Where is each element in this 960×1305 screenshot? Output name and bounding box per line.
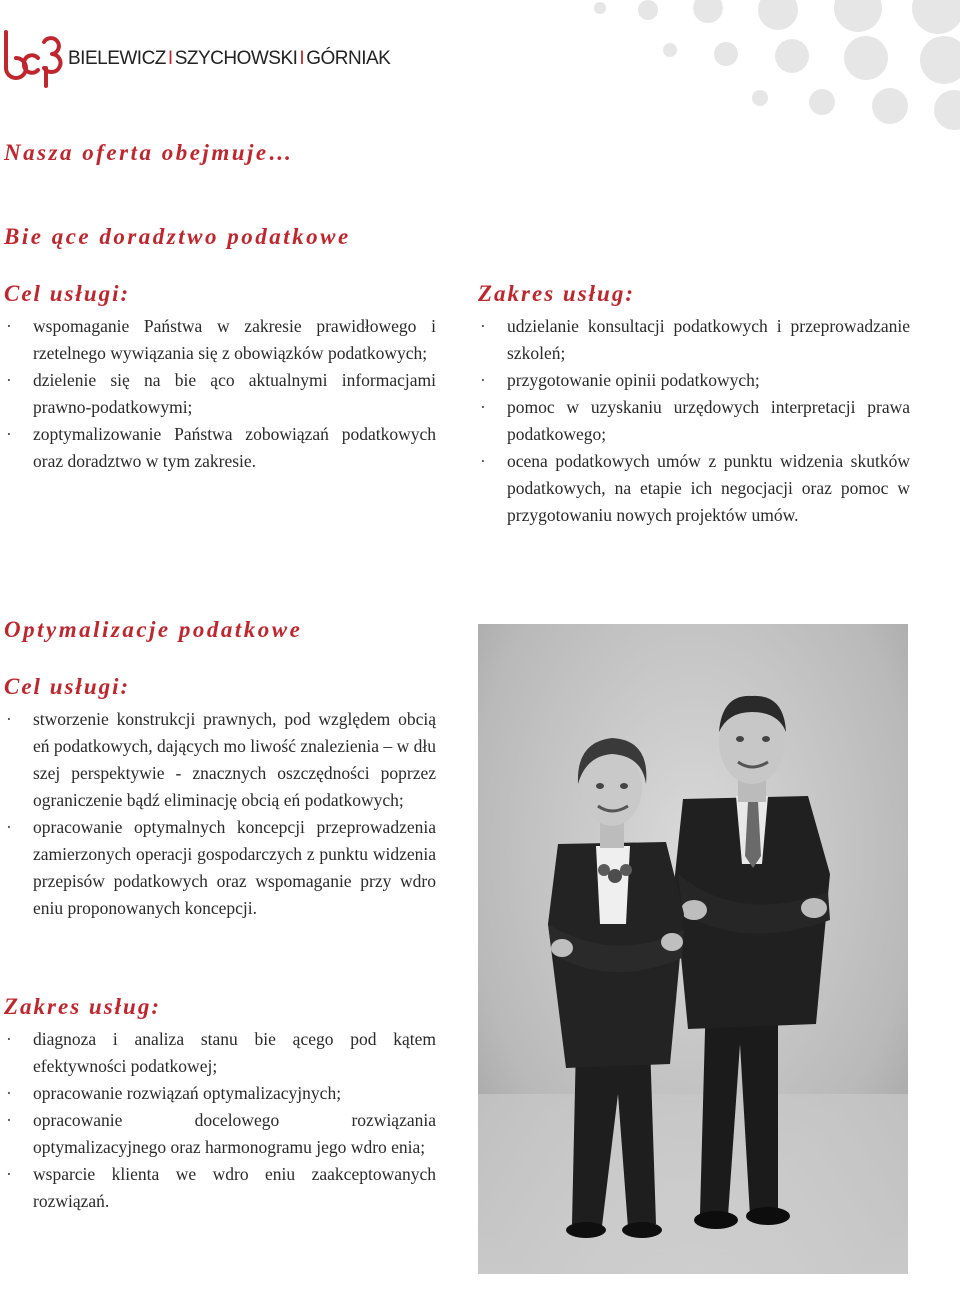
intro-heading: Nasza oferta obejmuje… [4,140,295,165]
list-item: · wspomaganie Państwa w zakresie prawidłowego i rzetelnego wywiązania się z obowiązków podatkowych; [4,313,436,367]
firm-name-separator: I [299,48,305,69]
section1-scope-list [478,313,910,529]
section2-scope [4,992,436,1215]
section1-goal-heading: Cel usługi: [4,281,131,306]
firm-name-part3: GÓRNIAK [306,48,391,69]
list-item: · opracowanie rozwiązań optymalizacyjnych; [4,1080,436,1107]
list-item: · diagnoza i analiza stanu bie ącego pod kątem efektywności podatkowej; [4,1026,436,1080]
page-header [0,28,390,90]
firm-name-part1: BIELEWICZ [68,48,166,69]
section2-title: Optymalizacje podatkowe [4,617,303,642]
list-item: · stworzenie konstrukcji prawnych, pod względem obcią eń podatkowych, dających mo liwość znalezienia – w dłu szej perspektywie - znacznych oszczędności poprzez ograniczenie bądź eliminację obcią eń podatkowych; [4,706,436,814]
list-item: · dzielenie się na bie ąco aktualnymi informacjami prawno-podatkowymi; [4,367,436,421]
firm-name-separator: I [167,48,173,69]
list-item: · udzielanie konsultacji podatkowych i przeprowadzanie szkoleń; [478,313,910,367]
section2-scope-heading: Zakres usług: [4,994,161,1019]
team-photo [478,624,908,1274]
section1-goal [4,279,436,475]
list-item: · opracowanie docelowego rozwiązania optymalizacyjnego oraz harmonogramu jego wdro enia; [4,1107,436,1161]
list-item: · wsparcie klienta we wdro eniu zaakceptowanych rozwiązań. [4,1161,436,1215]
list-item: · przygotowanie opinii podatkowych; [478,367,910,394]
section1-title: Bie ące doradztwo podatkowe [4,224,351,249]
decorative-dot-pattern [560,0,960,140]
section2-goal-list [4,706,436,922]
list-item: · opracowanie optymalnych koncepcji przeprowadzenia zamierzonych operacji gospodarczych z punktu widzenia przepisów podatkowych oraz wspomaganie przy wdro eniu proponowanych koncepcji. [4,814,436,922]
firm-logo-icon [0,28,64,90]
section1-goal-list [4,313,436,475]
list-item: · pomoc w uzyskaniu urzędowych interpretacji prawa podatkowego; [478,394,910,448]
firm-name [68,48,390,70]
section1-scope [478,279,910,529]
section2-goal [4,672,436,922]
firm-name-part2: SZYCHOWSKI [174,48,298,69]
list-item: · ocena podatkowych umów z punktu widzenia skutków podatkowych, na etapie ich negocjacji oraz pomoc w przygotowaniu nowych projektów umów. [478,448,910,529]
section2-goal-heading: Cel usługi: [4,674,131,699]
section1-scope-heading: Zakres usług: [478,281,635,306]
section2-scope-list [4,1026,436,1215]
list-item: · zoptymalizowanie Państwa zobowiązań podatkowych oraz doradztwo w tym zakresie. [4,421,436,475]
